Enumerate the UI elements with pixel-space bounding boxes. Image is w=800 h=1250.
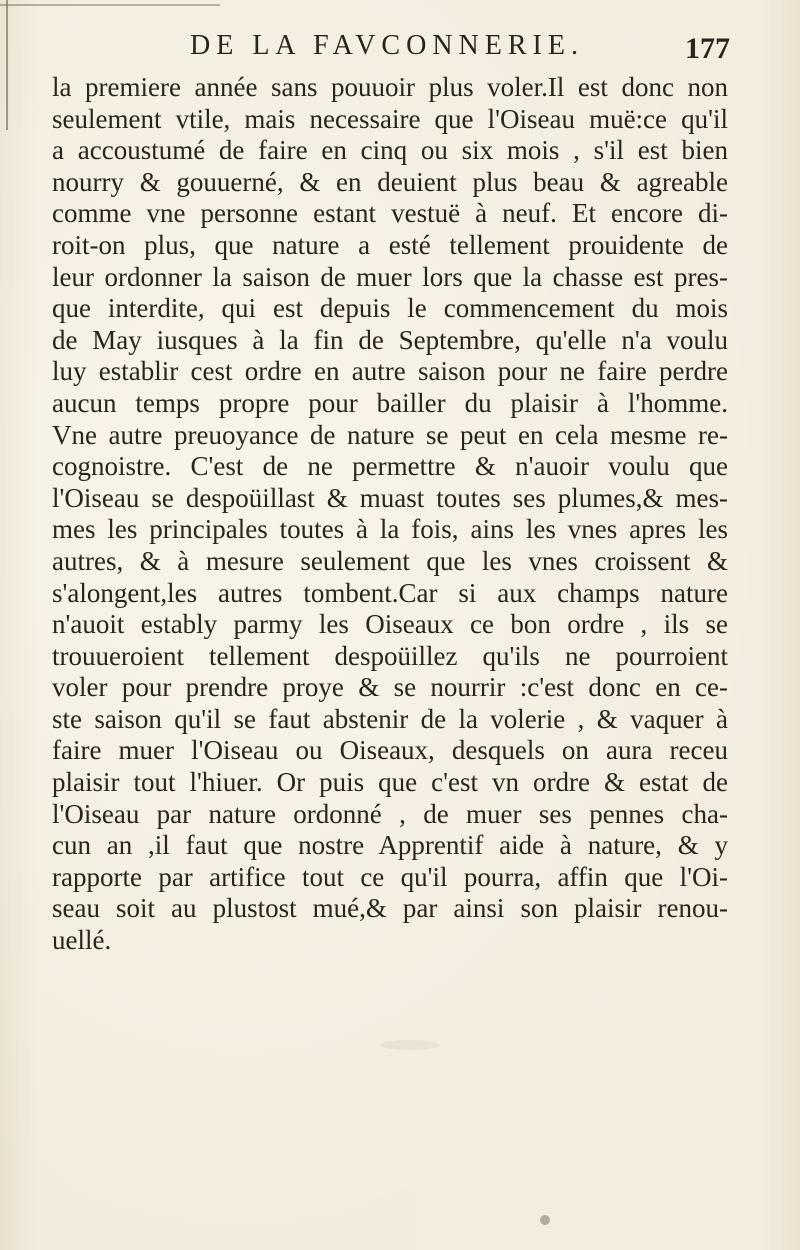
text-line: nourry & gouuerné, & en deuient plus beau & agreable xyxy=(52,166,728,197)
text-line: cognoistre. C'est de ne permettre & n'auoir voulu que xyxy=(52,451,728,482)
text-line: voler pour prendre proye & se nourrir :c'est donc en ce- xyxy=(52,672,728,703)
text-line: uellé. xyxy=(52,925,112,956)
text-line: aucun temps propre pour bailler du plaisir à l'homme. xyxy=(52,387,728,418)
text-line: seau soit au plustost mué,& par ainsi son plaisir renou- xyxy=(52,893,728,924)
text-line: la premiere année sans pouuoir plus voler.Il est donc non xyxy=(52,72,728,102)
page-header xyxy=(190,30,730,70)
text-line: n'auoit estably parmy les Oiseaux ce bon ordre , ils se xyxy=(52,609,728,640)
running-head: DE LA FAVCONNERIE. xyxy=(190,30,584,61)
text-line: cun an ,il faut que nostre Apprentif aide à nature, & y xyxy=(52,830,728,861)
text-line: comme vne personne estant vestuë à neuf. Et encore di- xyxy=(52,198,728,229)
page-number: 177 xyxy=(685,32,730,65)
text-line: plaisir tout l'hiuer. Or puis que c'est vn ordre & estat de xyxy=(52,767,728,798)
text-line: autres, & à mesure seulement que les vnes croissent & xyxy=(52,545,728,576)
body-text xyxy=(52,72,728,957)
text-line: trouueroient tellement despoüillez qu'ils ne pourroient xyxy=(52,640,728,671)
text-line: l'Oiseau se despoüillast & muast toutes ses plumes,& mes- xyxy=(52,482,728,513)
text-line: s'alongent,les autres tombent.Car si aux champs nature xyxy=(52,577,728,608)
text-line: luy establir cest ordre en autre saison pour ne faire perdre xyxy=(52,356,728,387)
paper-stain xyxy=(380,1040,440,1050)
text-line: mes les principales toutes à la fois, ains les vnes apres les xyxy=(52,514,728,545)
text-line: de May iusques à la fin de Septembre, qu'elle n'a voulu xyxy=(52,324,728,355)
text-line: roit-on plus, que nature a esté tellement prouidente de xyxy=(52,229,728,260)
text-line: leur ordonner la saison de muer lors que la chasse est pres- xyxy=(52,261,728,292)
text-line: l'Oiseau par nature ordonné , de muer ses pennes cha- xyxy=(52,798,728,829)
text-line: a accoustumé de faire en cinq ou six mois , s'il est bien xyxy=(52,135,728,166)
text-line: que interdite, qui est depuis le commencement du mois xyxy=(52,293,728,324)
page-edge-shadow xyxy=(6,0,8,130)
top-edge-rule xyxy=(0,4,220,6)
ink-speck xyxy=(540,1215,550,1225)
text-line: Vne autre preuoyance de nature se peut en cela mesme re- xyxy=(52,419,728,450)
text-line: rapporte par artifice tout ce qu'il pourra, affin que l'Oi- xyxy=(52,861,728,892)
text-line: faire muer l'Oiseau ou Oiseaux, desquels on aura receu xyxy=(52,735,728,766)
text-line: ste saison qu'il se faut abstenir de la volerie , & vaquer à xyxy=(52,703,728,734)
text-line: seulement vtile, mais necessaire que l'Oiseau muë:ce qu'il xyxy=(52,103,728,134)
